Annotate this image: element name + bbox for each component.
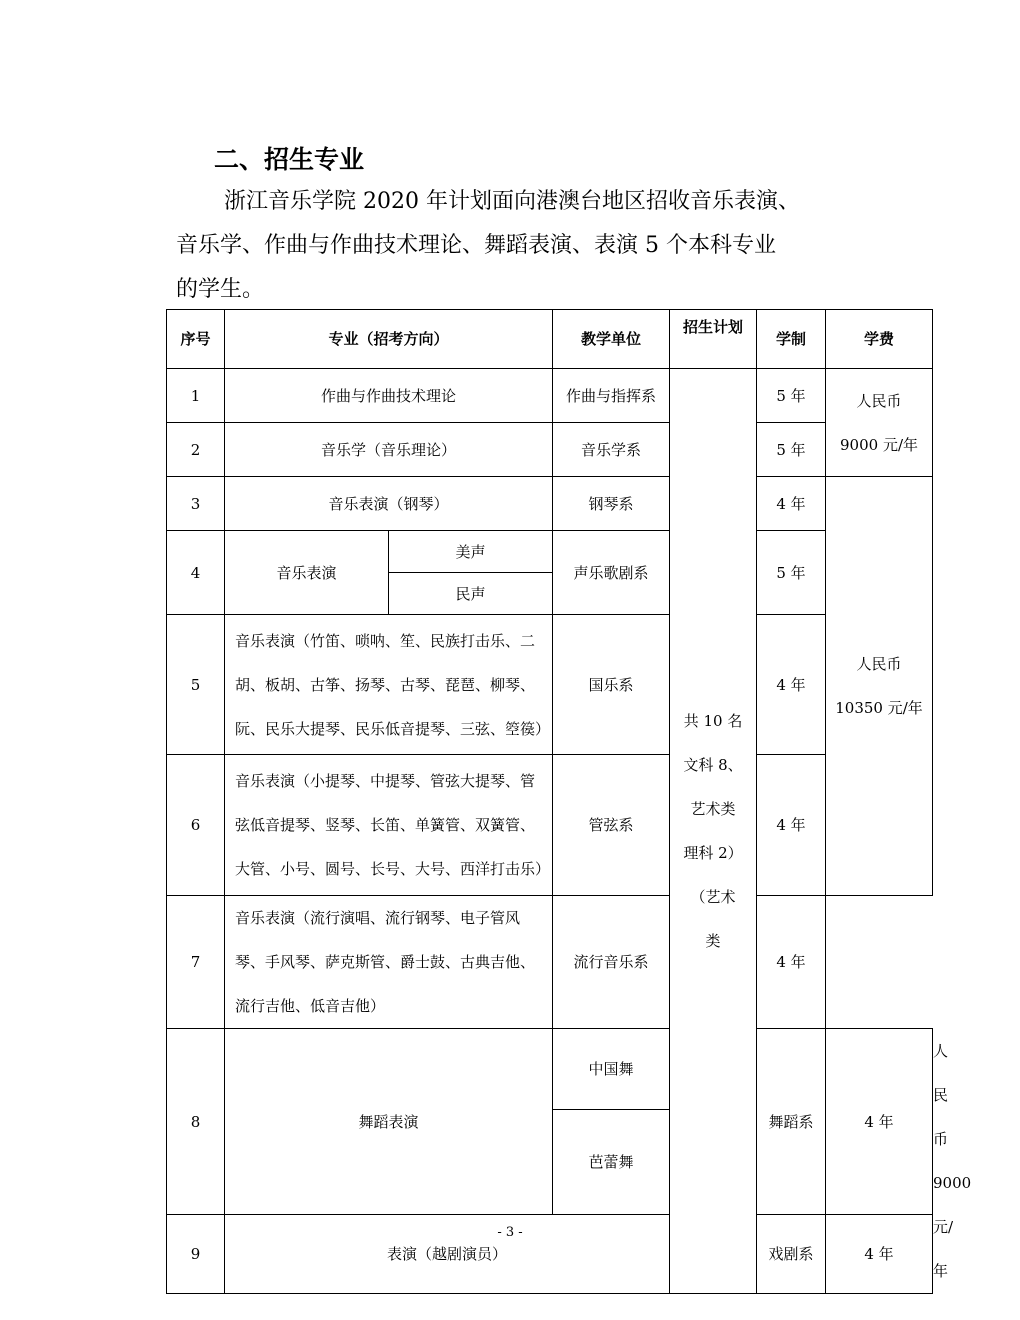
row-sub-major: 民声 xyxy=(389,573,553,615)
row-years: 4 年 xyxy=(757,755,826,896)
row-no: 8 xyxy=(167,1029,225,1215)
row-no: 6 xyxy=(167,755,225,896)
table-row xyxy=(167,477,933,531)
table-row: 8 舞蹈表演 中国舞 舞蹈系 4 年 人民币 9000 元/年 xyxy=(167,1029,933,1110)
table-row xyxy=(167,755,933,896)
header-major: 专业（招考方向） xyxy=(225,310,553,369)
header-fee: 学费 xyxy=(826,310,933,369)
row-no: 7 xyxy=(167,896,225,1029)
header-no: 序号 xyxy=(167,310,225,369)
table-row xyxy=(167,896,933,1029)
row-dept: 音乐学系 xyxy=(553,423,670,477)
row-dept: 作曲与指挥系 xyxy=(553,369,670,423)
row-years: 5 年 xyxy=(757,423,826,477)
fee-line: 人民币 xyxy=(856,391,902,410)
table-row xyxy=(167,531,933,573)
row-years: 5 年 xyxy=(757,369,826,423)
row-dept: 管弦系 xyxy=(553,755,670,896)
header-years: 学制 xyxy=(757,310,826,369)
page-number: - 3 - xyxy=(497,1225,523,1240)
row-major: 作曲与作曲技术理论 xyxy=(225,369,553,423)
row-dept: 声乐歌剧系 xyxy=(553,531,670,615)
row-years: 4 年 xyxy=(757,896,826,1029)
intro-line: 音乐学、作曲与作曲技术理论、舞蹈表演、表演 5 个本科专业 xyxy=(176,233,776,258)
intro-paragraph xyxy=(176,180,876,312)
row-major: 音乐学（音乐理论） xyxy=(225,423,553,477)
row-no: 2 xyxy=(167,423,225,477)
plan-line: 艺术类 xyxy=(690,800,736,818)
intro-line: 的学生。 xyxy=(176,277,265,302)
row-years: 4 年 xyxy=(826,1215,933,1294)
plan-line: 理科 2） xyxy=(683,844,743,862)
row-years: 4 年 xyxy=(757,477,826,531)
row-no: 3 xyxy=(167,477,225,531)
plan-line: 文科 8、 xyxy=(683,756,743,774)
header-dept: 教学单位 xyxy=(553,310,670,369)
row-years: 4 年 xyxy=(757,615,826,755)
table-header-row xyxy=(167,310,933,369)
row-years: 4 年 xyxy=(826,1029,933,1215)
row-no: 9 xyxy=(167,1215,225,1294)
row-major: 音乐表演 xyxy=(225,531,389,615)
fee-cell xyxy=(826,477,933,896)
row-dept: 国乐系 xyxy=(553,615,670,755)
plan-line: 共 10 名 xyxy=(683,712,743,730)
fee-line: 10350 元/年 xyxy=(835,699,923,717)
row-major: 音乐表演（钢琴） xyxy=(225,477,553,531)
row-sub-major: 芭蕾舞 xyxy=(553,1109,670,1214)
row-dept: 流行音乐系 xyxy=(553,896,670,1029)
table-row xyxy=(167,423,933,477)
row-major: 音乐表演（竹笛、唢呐、笙、民族打击乐、二胡、板胡、古筝、扬琴、古琴、琵琶、柳琴、阮、民乐大提琴、民乐低音提琴、三弦、箜篌） xyxy=(225,615,553,755)
plan-cell xyxy=(670,369,757,1294)
row-no: 4 xyxy=(167,531,225,615)
row-major: 表演（越剧演员） xyxy=(225,1215,670,1294)
plan-line: 类 xyxy=(705,932,721,950)
row-major: 音乐表演（流行演唱、流行钢琴、电子管风琴、手风琴、萨克斯管、爵士鼓、古典吉他、流行吉他、低音吉他） xyxy=(225,896,553,1029)
row-dept: 舞蹈系 xyxy=(757,1029,826,1215)
plan-line: （艺术 xyxy=(690,888,736,906)
header-plan: 招生计划 xyxy=(670,310,757,369)
row-major: 音乐表演（小提琴、中提琴、管弦大提琴、管弦低音提琴、竖琴、长笛、单簧管、双簧管、大管、小号、圆号、长号、大号、西洋打击乐） xyxy=(225,755,553,896)
section-title: 二、招生专业 xyxy=(214,145,365,174)
row-no: 1 xyxy=(167,369,225,423)
row-no: 5 xyxy=(167,615,225,755)
row-major: 舞蹈表演 xyxy=(225,1029,553,1215)
row-dept: 钢琴系 xyxy=(553,477,670,531)
fee-cell xyxy=(826,369,933,477)
row-sub-major: 美声 xyxy=(389,531,553,573)
table-row xyxy=(167,615,933,755)
row-dept: 戏剧系 xyxy=(757,1215,826,1294)
fee-line: 9000 元/年 xyxy=(840,435,919,454)
row-years: 5 年 xyxy=(757,531,826,615)
row-sub-major: 中国舞 xyxy=(553,1029,670,1110)
majors-table xyxy=(166,309,972,1294)
table-row xyxy=(167,369,933,423)
intro-line: 浙江音乐学院 2020 年计划面向港澳台地区招收音乐表演、 xyxy=(224,189,800,214)
fee-line: 人民币 xyxy=(856,655,902,673)
